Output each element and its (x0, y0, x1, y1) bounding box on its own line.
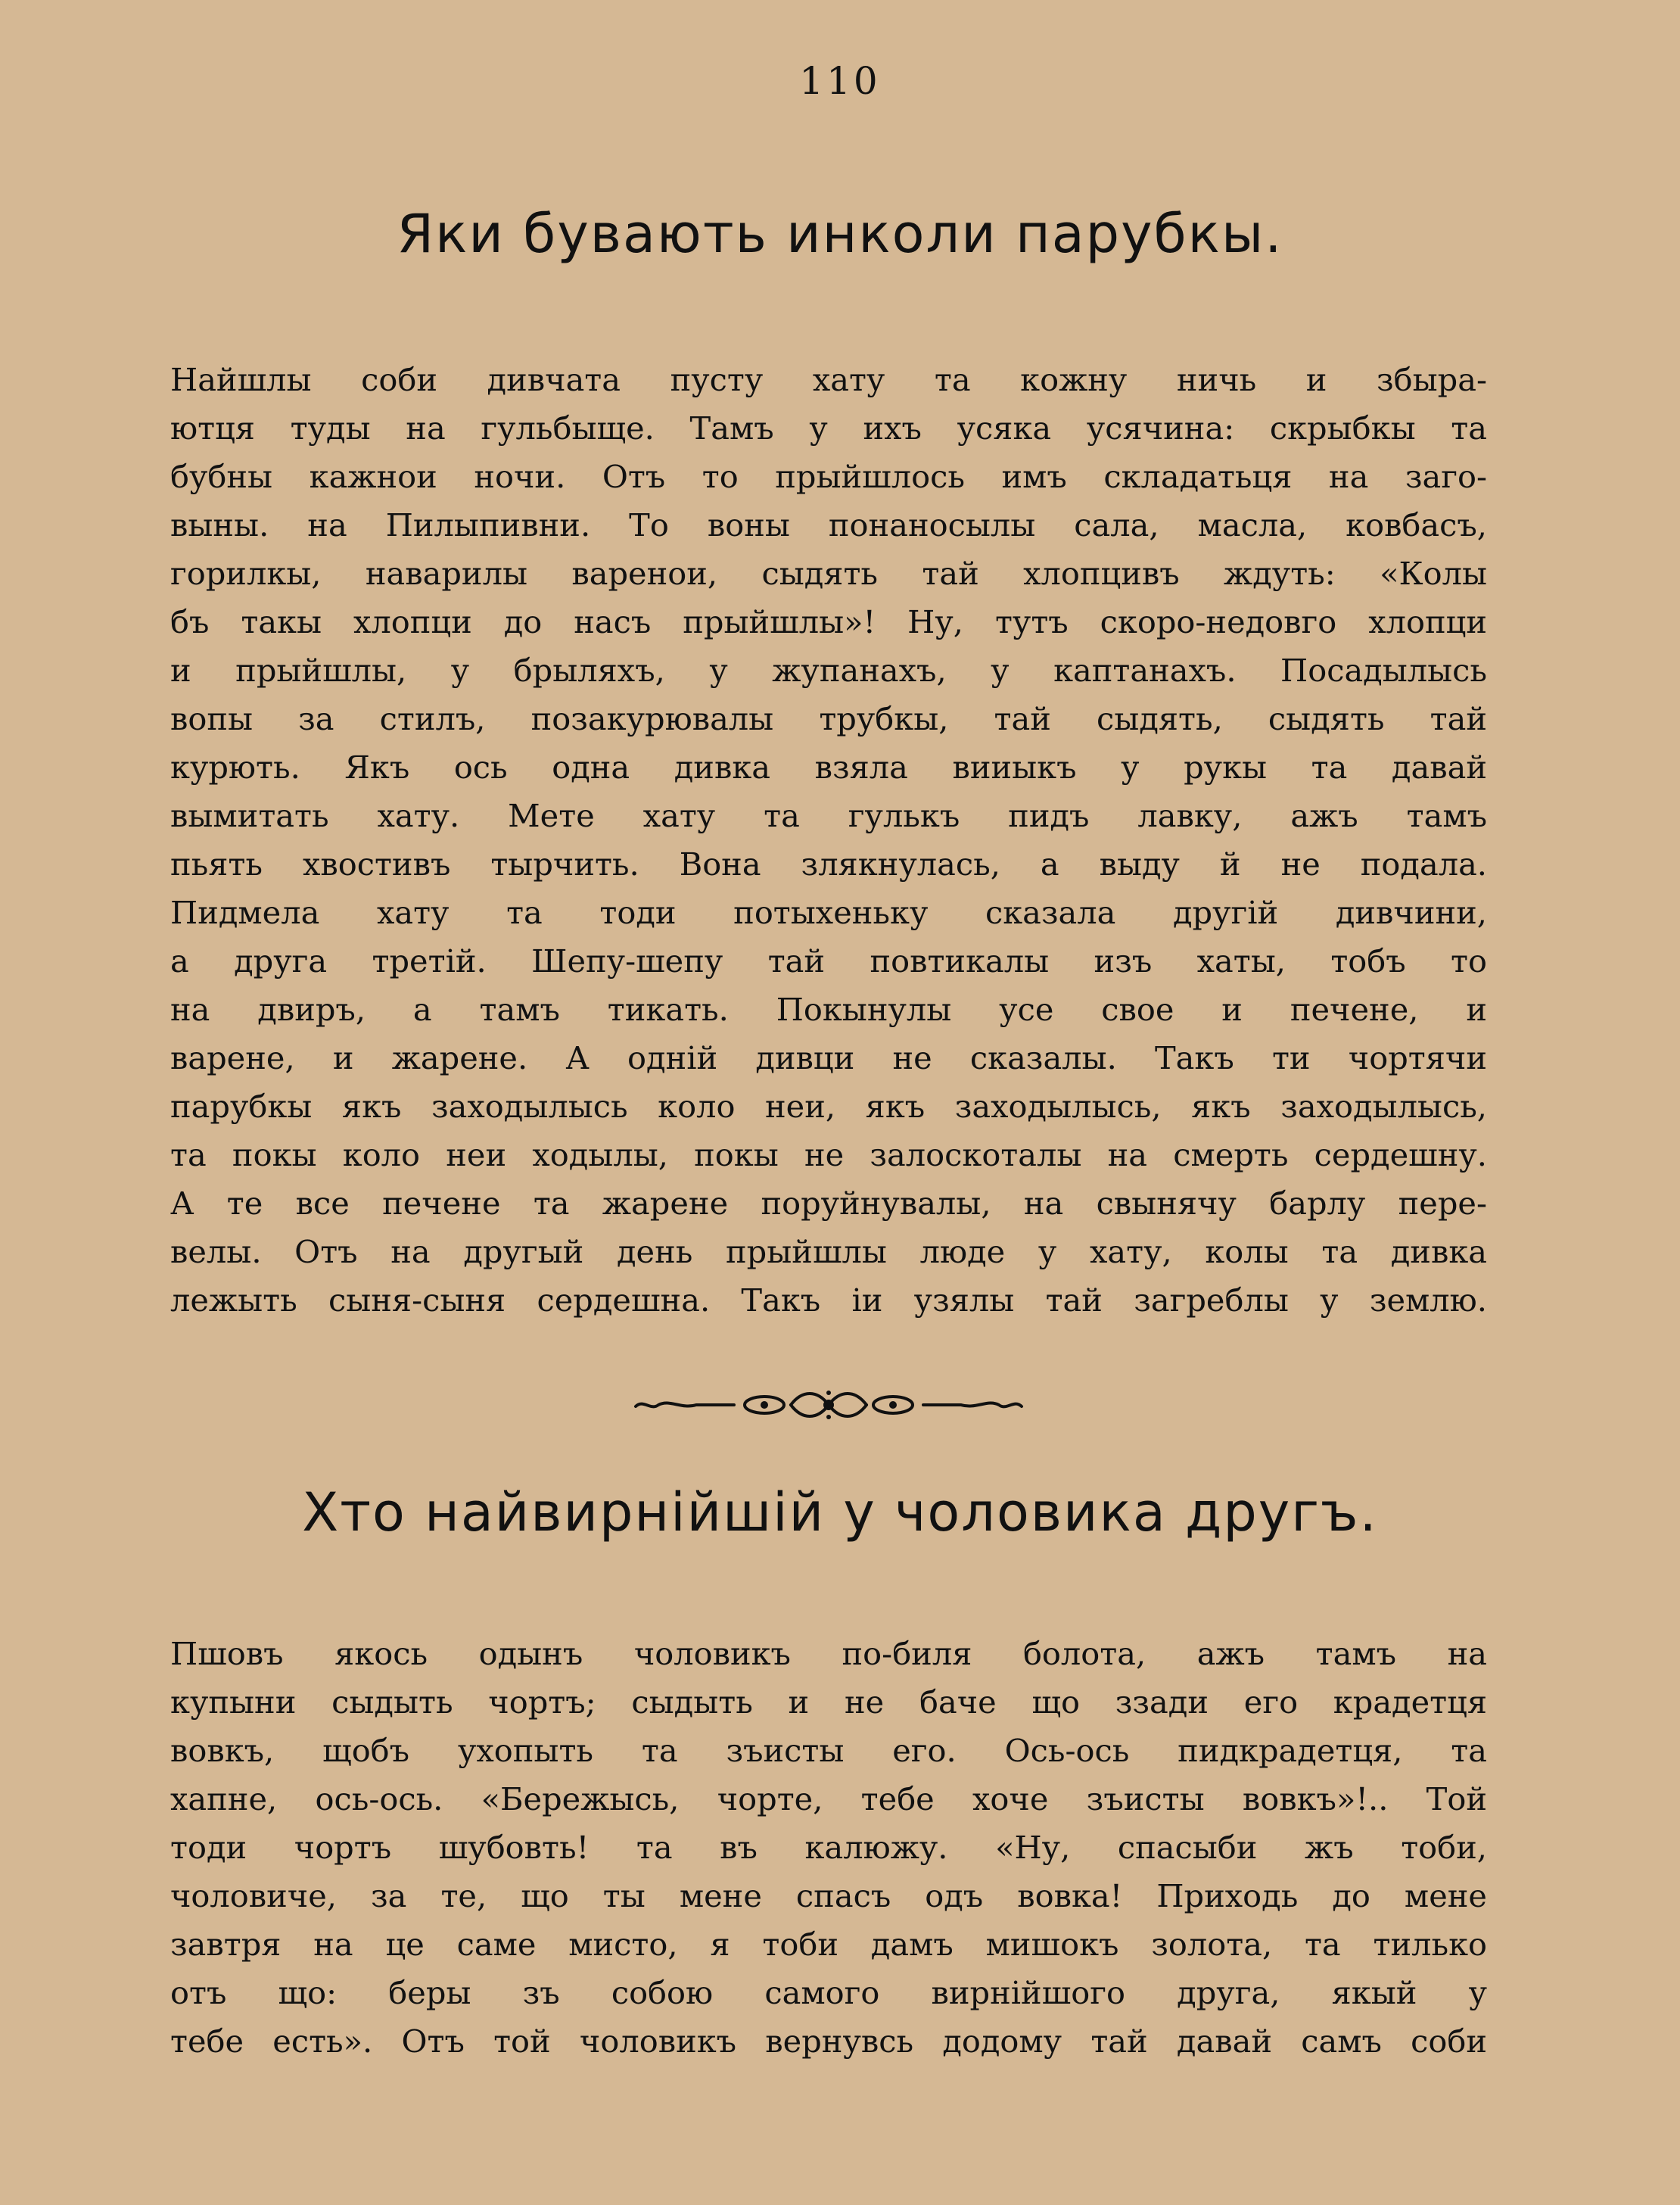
text-line: а друга третій. Шепу-шепу тай повтикалы изъ хаты, тобъ то (170, 942, 1487, 979)
text-line: тоди чортъ шубовть! та въ калюжу. «Ну, спасыби жъ тоби, (170, 1829, 1487, 1866)
text-line: хапне, ось-ось. «Бережысь, чорте, тебе хоче зъисты вовкъ»!.. Той (170, 1780, 1487, 1817)
text-line: и прыйшлы, у брыляхъ, у жупанахъ, у каптанахъ. Посадылысь (170, 652, 1487, 689)
story-1-body (170, 356, 1487, 1325)
page-number: 110 (799, 59, 881, 103)
text-line: горилкы, наварилы варенои, сыдять тай хлопцивъ ждуть: «Колы (170, 555, 1487, 592)
text-line: Пшовъ якось одынъ чоловикъ по-биля болота, ажъ тамъ на (170, 1635, 1487, 1672)
text-line: выны. на Пилыпивни. То воны понаносылы сала, масла, ковбасъ, (170, 506, 1487, 543)
text-line: вымитать хату. Мете хату та гулькъ пидъ лавку, ажъ тамъ (170, 797, 1487, 834)
text-line: пьять хвостивъ тырчить. Вона злякнулась, а выду й не подала. (170, 846, 1487, 883)
text-line: тебе есть». Отъ той чоловикъ вернувсь додому тай давай самъ соби (170, 2023, 1487, 2060)
text-line: курють. Якъ ось одна дивка взяла вииыкъ у рукы та давай (170, 749, 1487, 786)
text-line: купыни сыдыть чортъ; сыдыть и не баче що ззади его крадетця (170, 1683, 1487, 1721)
text-line: А те все печене та жарене поруйнувалы, на свынячу барлу пере- (170, 1185, 1487, 1222)
text-line: чоловиче, за те, що ты мене спасъ одъ вовка! Приходь до мене (170, 1877, 1487, 1914)
story-1-title: Яки бувають инколи парубкы. (397, 203, 1283, 265)
text-line: Пидмела хату та тоди потыхеньку сказала другій дивчини, (170, 894, 1487, 931)
text-line: бубны кажнои ночи. Отъ то прыйшлось имъ складатьця на заго- (170, 458, 1487, 495)
text-line: бъ такы хлопци до насъ прыйшлы»! Ну, тутъ скоро-недовго хлопци (170, 603, 1487, 640)
text-line: отъ що: беры зъ собою самого вирнійшого друга, якый у (170, 1974, 1487, 2011)
text-line: ютця туды на гульбыще. Тамъ у ихъ усяка усячина: скрыбкы та (170, 410, 1487, 447)
story-2-body (170, 1630, 1487, 2066)
text-line: завтря на це саме мисто, я тоби дамъ мишокъ золота, та тилько (170, 1926, 1487, 1963)
text-line: вопы за стилъ, позакурювалы трубкы, тай сыдять, сыдять тай (170, 700, 1487, 737)
text-line: вовкъ, щобъ ухопыть та зъисты его. Ось-ось пидкрадетця, та (170, 1732, 1487, 1769)
text-line: Найшлы соби дивчата пусту хату та кожну ничь и збыра- (170, 361, 1487, 398)
text-line: лежыть сыня-сыня сердешна. Такъ іи узялы тай загреблы у землю. (170, 1282, 1487, 1319)
text-line: та покы коло неи ходылы, покы не залоскоталы на смерть сердешну. (170, 1136, 1487, 1173)
text-line: варене, и жарене. А одній дивци не сказалы. Такъ ти чортячи (170, 1039, 1487, 1076)
story-2-title: Хто найвирнійшій у чоловика другъ. (302, 1481, 1378, 1543)
text-line: парубкы якъ заходылысь коло неи, якъ заходылысь, якъ заходылысь, (170, 1088, 1487, 1125)
text-line: велы. Отъ на другый день прыйшлы люде у хату, колы та дивка (170, 1233, 1487, 1270)
text-line: на двиръ, а тамъ тикать. Покынулы усе свое и печене, и (170, 991, 1487, 1028)
vignette-ornament-icon (628, 1385, 1029, 1423)
